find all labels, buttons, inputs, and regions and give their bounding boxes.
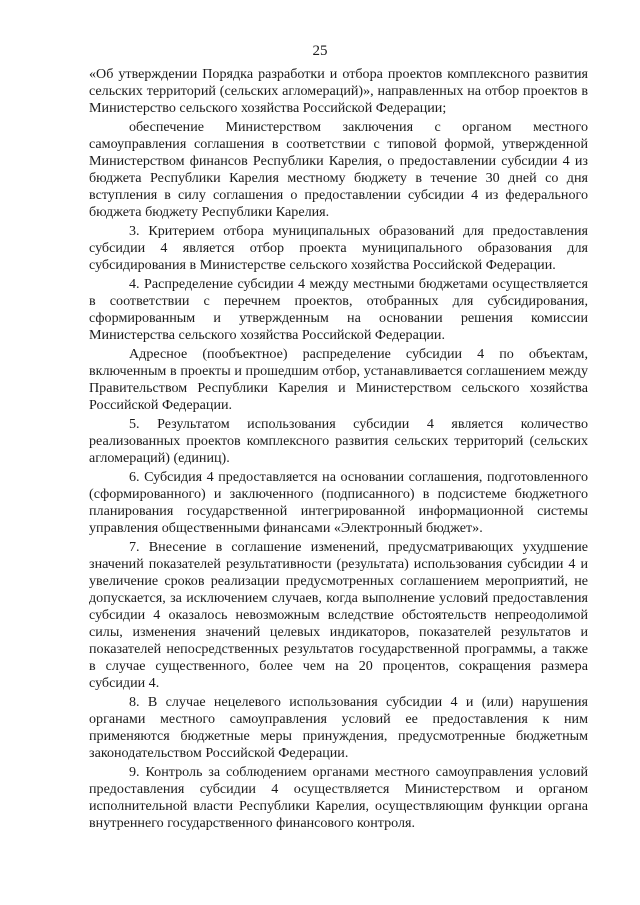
paragraph-address-distribution: Адресное (пообъектное) распределение субсидии 4 по объектам, включенным в проекты и прошедшим отбор, устанавливается соглашением между Правительством Республики Карелия и Министерством сельского хозяйства Российской Федерации. — [89, 346, 588, 413]
document-body — [89, 66, 588, 834]
paragraph-4-distribution: 4. Распределение субсидии 4 между местными бюджетами осуществляется в соответствии с перечнем проектов, отобранных для субсидирования, сформированным и утвержденным на основании решения комиссии Министерства сельского хозяйства Российской Федерации. — [89, 276, 588, 343]
paragraph-continuation: «Об утверждении Порядка разработки и отбора проектов комплексного развития сельских территорий (сельских агломераций)», направленных на отбор проектов в Министерство сельского хозяйства Российской Федерации; — [89, 66, 588, 116]
paragraph-ministry-agreement: обеспечение Министерством заключения с органом местного самоуправления соглашения в соответствии с типовой формой, утвержденной Министерством финансов Республики Карелия, о предоставлении субсидии 4 из бюджета Республики Карелия местному бюджету в течение 30 дней со дня вступления в силу соглашения о предоставлении субсидии 4 из федерального бюджета бюджету Республики Карелия. — [89, 119, 588, 220]
paragraph-3-selection-criterion: 3. Критерием отбора муниципальных образований для предоставления субсидии 4 является отбор проекта муниципального образования для субсидирования в Министерстве сельского хозяйства Российской Федерации. — [89, 223, 588, 273]
paragraph-7-amendments: 7. Внесение в соглашение изменений, предусматривающих ухудшение значений показателей результативности (результата) использования субсидии 4 и увеличение сроков реализации предусмотренных соглашением мероприятий, не допускается, за исключением случаев, когда выполнение условий предоставления субсидии 4 оказалось невозможным вследствие обстоятельств непреодолимой силы, изменения значений целевых индикаторов, показателей результатов и показателей непосредственных результатов государственной программы, а также в случае существенного, более чем на 20 процентов, сокращения размера субсидии 4. — [89, 539, 588, 691]
paragraph-6-agreement-basis: 6. Субсидия 4 предоставляется на основании соглашения, подготовленного (сформированного) и заключенного (подписанного) в подсистеме бюджетного планирования государственной интегрированной информационной системы управления общественными финансами «Электронный бюджет». — [89, 469, 588, 536]
page-number: 25 — [312, 43, 328, 59]
paragraph-5-result: 5. Результатом использования субсидии 4 является количество реализованных проектов комплексного развития сельских территорий (сельских агломераций) (единиц). — [89, 416, 588, 466]
paragraph-8-misuse: 8. В случае нецелевого использования субсидии 4 и (или) нарушения органами местного самоуправления условий ее предоставления к ним применяются бюджетные меры принуждения, предусмотренные бюджетным законодательством Российской Федерации. — [89, 694, 588, 761]
paragraph-9-control: 9. Контроль за соблюдением органами местного самоуправления условий предоставления субсидии 4 осуществляется Министерством и органом исполнительной власти Республики Карелия, осуществляющим функции органа внутреннего государственного финансового контроля. — [89, 764, 588, 831]
